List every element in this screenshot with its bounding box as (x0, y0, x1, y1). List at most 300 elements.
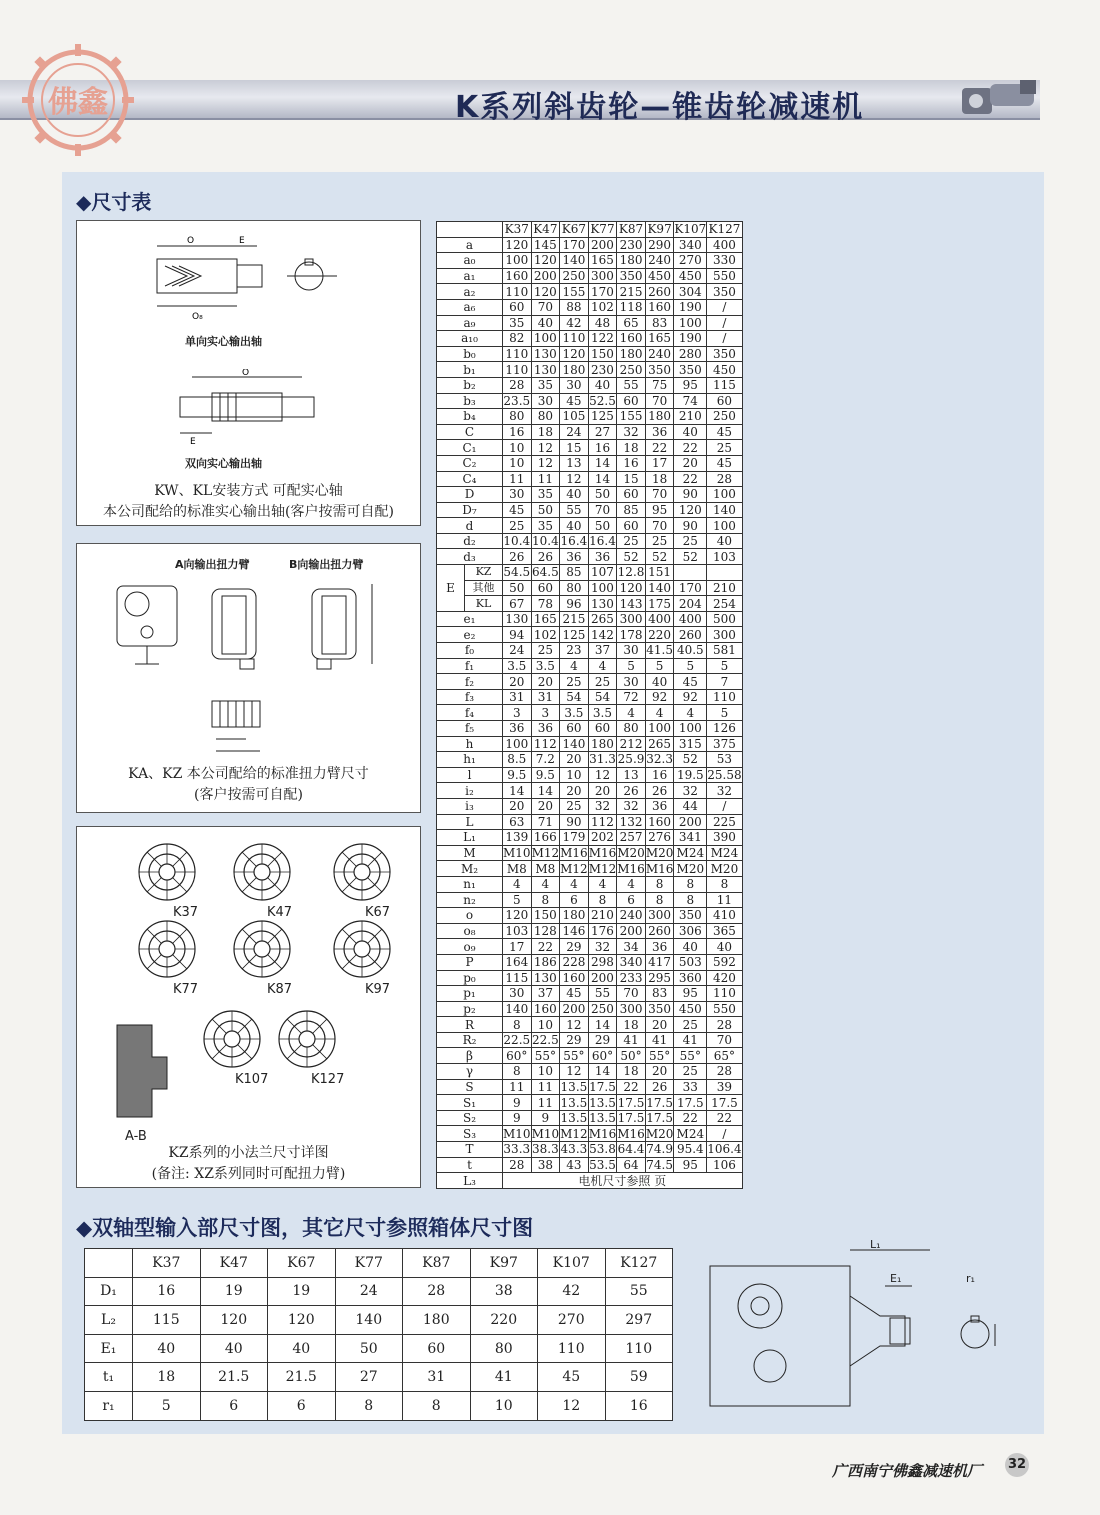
double-shaft-drawing (172, 369, 322, 449)
table-cell: 54 (560, 689, 589, 705)
table-cell: 165 (588, 253, 617, 269)
table-row (437, 1142, 743, 1158)
table-cell: 45 (560, 393, 589, 409)
single-shaft-label: 单向实心输出轴 (185, 335, 262, 348)
table-cell: M10 (503, 1126, 531, 1141)
table-row (437, 876, 743, 892)
table-row (437, 752, 743, 768)
table-cell: M16 (617, 1126, 645, 1141)
table-cell: 96 (560, 596, 589, 612)
table-cell: 420 (707, 970, 742, 986)
box2-caption-1: KA、KZ 本公司配给的标准扭力臂尺寸 (128, 766, 369, 782)
table-row (437, 783, 743, 799)
table-cell: 298 (588, 954, 617, 970)
table-cell: 45 (503, 502, 532, 518)
table-cell: 4 (674, 705, 707, 721)
table-cell: 30 (617, 643, 646, 659)
param-name: C₁ (437, 440, 503, 456)
flange-label-k47: K47 (267, 905, 293, 920)
table-cell: 110 (503, 346, 532, 362)
table-cell: 164 (503, 954, 532, 970)
table-cell: 34 (617, 939, 646, 955)
table-cell: 65° (707, 1048, 742, 1064)
table-cell: 55 (617, 377, 646, 393)
param-name: S₁ (437, 1095, 503, 1111)
table-cell: 145 (531, 237, 560, 253)
table-cell: 180 (588, 736, 617, 752)
table-cell: 250 (707, 409, 742, 425)
table-cell: 8 (674, 876, 707, 892)
small-flange-box (76, 826, 421, 1188)
table-row (437, 393, 743, 409)
table-cell: 166 (531, 830, 560, 846)
input-table-cell: 220 (470, 1306, 538, 1335)
table-cell: 19.5 (674, 767, 707, 783)
table-cell: 32 (707, 783, 742, 799)
table-cell: 28 (503, 377, 532, 393)
table-row (437, 315, 743, 331)
table-cell: 3.5 (588, 705, 617, 721)
table-cell: 41.5 (646, 643, 673, 658)
table-cell: 365 (707, 923, 742, 939)
table-cell: 350 (645, 1001, 674, 1017)
table-row (437, 721, 743, 737)
table-cell: 180 (645, 409, 674, 425)
table-cell: 20 (645, 1017, 674, 1033)
table-cell: 450 (674, 268, 707, 284)
table-cell: 210 (674, 409, 707, 425)
table-cell: 18 (617, 440, 646, 456)
table-cell: 200 (617, 923, 646, 939)
table-cell: 25 (674, 533, 707, 549)
table-cell: 122 (588, 331, 617, 347)
table-cell: 52 (674, 752, 707, 768)
input-table-cell: 110 (538, 1334, 606, 1363)
table-cell: 60 (617, 518, 646, 534)
input-param-name: t₁ (85, 1363, 133, 1392)
table-cell: 170 (674, 580, 707, 596)
input-table-cell: 16 (605, 1391, 673, 1420)
table-cell: 350 (707, 346, 742, 362)
table-cell: 126 (707, 721, 742, 737)
box1-caption-2: 本公司配给的标准实心输出轴(客户按需可自配) (103, 504, 394, 520)
table-cell: 160 (617, 331, 646, 347)
table-cell: 375 (707, 736, 742, 752)
table-cell: 130 (531, 346, 560, 362)
param-name: p₀ (437, 970, 503, 986)
table-cell: 43 (560, 1157, 589, 1173)
input-param-name: D₁ (85, 1277, 133, 1306)
table-cell: 8 (645, 892, 674, 908)
table-cell: 3 (503, 705, 532, 721)
table-cell: 14 (588, 1017, 617, 1033)
table-cell: 35 (531, 487, 560, 503)
table-cell: 95 (674, 986, 707, 1002)
table-cell: 6 (617, 892, 646, 908)
param-name: f₂ (437, 674, 503, 690)
table-cell: 3.5 (560, 705, 589, 721)
dimension-table (436, 221, 743, 1189)
param-name: p₂ (437, 1001, 503, 1017)
table-cell: 25 (707, 440, 742, 456)
table-cell: 26 (531, 549, 560, 565)
param-name: f₁ (437, 658, 503, 674)
table-cell: 8.5 (503, 752, 532, 768)
motor-reference-note: 电机尺寸参照 页 (503, 1173, 743, 1189)
flange-drawing (139, 844, 195, 900)
table-row (437, 939, 743, 955)
table-cell: 6 (560, 892, 589, 908)
table-cell: 140 (503, 1001, 532, 1017)
table-cell: 11 (503, 471, 532, 487)
param-name: b₁ (437, 362, 503, 378)
table-cell: 9 (531, 1110, 560, 1126)
table-cell: 80 (503, 409, 532, 425)
input-header-k107: K107 (538, 1249, 606, 1278)
input-table-cell: 270 (538, 1306, 606, 1335)
table-cell: 16 (503, 424, 532, 440)
table-cell: / (707, 315, 742, 331)
table-cell: 90 (560, 814, 589, 830)
table-cell: 120 (674, 502, 707, 518)
param-name: f₄ (437, 705, 503, 721)
table-cell: 82 (503, 331, 532, 347)
table-cell: 360 (674, 970, 707, 986)
param-name: T (437, 1142, 503, 1158)
table-row (437, 1064, 743, 1080)
table-cell: 7 (707, 674, 742, 690)
input-table-row (85, 1363, 673, 1392)
table-row (437, 424, 743, 440)
table-cell: 37 (588, 643, 617, 659)
table-cell: 120 (531, 284, 560, 300)
table-row (437, 284, 743, 300)
table-cell: 230 (617, 237, 646, 253)
param-name: h (437, 736, 503, 752)
table-cell: 32.3 (646, 752, 673, 767)
table-cell: 17.5 (589, 1079, 616, 1094)
table-cell: 22 (617, 1079, 646, 1095)
input-table-cell: 120 (200, 1306, 268, 1335)
table-row (437, 331, 743, 347)
table-cell: 14 (531, 783, 560, 799)
table-cell: 85 (617, 502, 646, 518)
table-cell: 50° (617, 1048, 646, 1064)
table-cell: 74 (674, 393, 707, 409)
table-cell: M20 (645, 846, 674, 861)
table-cell: 180 (560, 908, 589, 924)
input-table-cell: 55 (605, 1277, 673, 1306)
table-cell: 32 (588, 939, 617, 955)
table-cell: 13.5 (560, 1095, 588, 1110)
table-cell: 340 (674, 237, 707, 253)
table-row (437, 923, 743, 939)
param-name: a₁₀ (437, 331, 503, 347)
table-cell: 230 (588, 362, 617, 378)
table-cell: 30 (531, 393, 560, 409)
table-cell: 39 (707, 1079, 742, 1095)
table-cell: 28 (707, 1064, 742, 1080)
table-cell: 12.8 (617, 565, 645, 580)
table-cell: 8 (588, 892, 617, 908)
param-name: M₂ (437, 861, 503, 877)
flange-label-k97: K97 (365, 982, 391, 997)
table-cell: 50 (503, 580, 532, 596)
table-cell: M20 (645, 1126, 674, 1141)
table-cell: 25 (674, 1017, 707, 1033)
input-table-row (85, 1277, 673, 1306)
param-name: R (437, 1017, 503, 1033)
table-cell: 17 (645, 455, 674, 471)
table-cell: 160 (560, 970, 589, 986)
table-cell: 42 (560, 315, 589, 331)
input-table-cell: 6 (268, 1391, 336, 1420)
table-cell: 110 (707, 689, 742, 705)
table-cell: 260 (645, 284, 674, 300)
table-cell: 33.3 (503, 1142, 531, 1157)
table-row (437, 409, 743, 425)
torque-arm-box (76, 543, 421, 813)
table-cell: 22 (674, 440, 707, 456)
table-cell: 450 (674, 1001, 707, 1017)
table-cell: 41 (617, 1032, 646, 1048)
table-cell: 24 (560, 424, 589, 440)
table-cell: 88 (560, 299, 589, 315)
param-name: a₂ (437, 284, 503, 300)
param-name: d₂ (437, 533, 503, 549)
table-cell: 4 (531, 876, 560, 892)
table-cell: 13.5 (589, 1095, 616, 1110)
input-header-k77: K77 (335, 1249, 403, 1278)
table-cell: 60° (588, 1048, 617, 1064)
flange-drawing (139, 921, 195, 977)
table-cell: 100 (503, 736, 532, 752)
table-row (437, 1126, 743, 1142)
param-name: L₁ (437, 830, 503, 846)
input-table-row (85, 1306, 673, 1335)
table-cell: 9.5 (531, 767, 560, 783)
table-cell: 120 (503, 237, 532, 253)
torque-arm-bushing-drawing (202, 689, 272, 759)
param-name: D₇ (437, 502, 503, 518)
table-row (437, 705, 743, 721)
table-cell: 5 (707, 658, 742, 674)
table-cell: 25 (588, 674, 617, 690)
param-name: a₉ (437, 315, 503, 331)
param-name: h₁ (437, 752, 503, 768)
header-k87: K87 (617, 222, 646, 238)
table-cell: 410 (707, 908, 742, 924)
table-cell: 52 (617, 549, 646, 565)
table-cell: 233 (617, 970, 646, 986)
table-cell: 18 (617, 1017, 646, 1033)
table-cell (707, 565, 742, 581)
table-cell: 130 (531, 970, 560, 986)
table-cell: 160 (645, 814, 674, 830)
box3-caption-2: (备注: XZ系列同时可配扭力臂) (151, 1166, 346, 1182)
table-cell: 105 (560, 409, 589, 425)
table-cell: 120 (560, 346, 589, 362)
table-cell: 14 (588, 471, 617, 487)
table-cell: 300 (645, 908, 674, 924)
table-cell: 9 (503, 1110, 532, 1126)
table-row (437, 518, 743, 534)
input-table-cell: 19 (268, 1277, 336, 1306)
table-cell: 90 (674, 487, 707, 503)
table-cell: 70 (531, 299, 560, 315)
table-cell: 115 (707, 377, 742, 393)
table-cell: 17 (503, 939, 532, 955)
table-cell: 170 (588, 284, 617, 300)
table-cell: 27 (588, 424, 617, 440)
table-cell: 55° (531, 1048, 560, 1064)
table-cell: 40 (674, 424, 707, 440)
table-cell: M24 (707, 845, 742, 861)
table-cell: 592 (707, 954, 742, 970)
table-row (437, 611, 743, 627)
param-name: M (437, 845, 503, 861)
table-cell: 190 (674, 331, 707, 347)
table-cell: 28 (707, 1017, 742, 1033)
table-cell: 12 (560, 1064, 589, 1080)
table-cell: 20 (674, 455, 707, 471)
flange-label-k87: K87 (267, 982, 293, 997)
table-cell: 186 (531, 954, 560, 970)
input-table-cell: 80 (470, 1334, 538, 1363)
table-cell: 140 (560, 736, 589, 752)
table-cell: 60° (503, 1048, 532, 1064)
param-name: p₁ (437, 986, 503, 1002)
table-cell: 250 (617, 362, 646, 378)
table-cell: 36 (531, 721, 560, 737)
header-k37: K37 (503, 222, 532, 238)
table-cell: / (707, 299, 742, 315)
param-name: D (437, 487, 503, 503)
table-cell: 90 (674, 518, 707, 534)
table-cell: 200 (588, 970, 617, 986)
table-cell: 25.58 (707, 768, 742, 783)
input-table-cell: 21.5 (268, 1363, 336, 1392)
table-cell: 130 (588, 596, 617, 612)
table-cell: 14 (588, 455, 617, 471)
table-cell: 5 (674, 658, 707, 674)
param-name: e₂ (437, 627, 503, 643)
param-name: R₂ (437, 1032, 503, 1048)
param-name: n₂ (437, 892, 503, 908)
table-cell: 110 (503, 284, 532, 300)
table-cell: 29 (560, 939, 589, 955)
table-row (437, 986, 743, 1002)
input-table-cell: 16 (133, 1277, 201, 1306)
table-cell: M8 (503, 861, 532, 877)
table-cell: 45 (560, 986, 589, 1002)
input-table-cell: 27 (335, 1363, 403, 1392)
torque-arm-a-label: A向输出扭力臂 (175, 558, 250, 571)
table-cell: 60 (617, 487, 646, 503)
table-cell: 17.5 (617, 1095, 645, 1110)
table-cell: 450 (707, 362, 742, 378)
table-cell: 12 (560, 471, 589, 487)
table-cell: 155 (560, 284, 589, 300)
table-cell: 52.5 (589, 393, 616, 408)
table-cell: 165 (531, 611, 560, 627)
input-header-k47: K47 (200, 1249, 268, 1278)
table-cell: 110 (707, 986, 742, 1002)
input-drawing-e1-label: E₁ (890, 1272, 902, 1285)
table-cell: 80 (560, 580, 589, 596)
table-cell: M12 (560, 1126, 588, 1141)
table-cell: 228 (560, 954, 589, 970)
table-cell: 25 (503, 518, 532, 534)
table-cell: 106.4 (707, 1142, 742, 1157)
table-row (437, 1079, 743, 1095)
table-cell: 5 (617, 658, 646, 674)
param-name: C (437, 424, 503, 440)
param-e-subtype: 其他 (465, 580, 503, 596)
param-name: a₆ (437, 299, 503, 315)
table-row (437, 798, 743, 814)
table-cell: 55 (588, 986, 617, 1002)
table-cell: 67 (503, 596, 532, 612)
table-cell: M12 (560, 861, 588, 876)
table-cell: 64 (617, 1157, 646, 1173)
input-header-k37: K37 (133, 1249, 201, 1278)
table-row (437, 643, 743, 659)
table-cell: 140 (560, 253, 589, 269)
table-cell: 178 (617, 627, 646, 643)
table-row (437, 487, 743, 503)
input-table-cell: 40 (200, 1334, 268, 1363)
input-table-cell: 21.5 (200, 1363, 268, 1392)
table-cell: 160 (645, 299, 674, 315)
input-table-cell: 18 (133, 1363, 201, 1392)
table-cell: 150 (588, 346, 617, 362)
table-cell: 83 (645, 986, 674, 1002)
table-cell: 180 (560, 362, 589, 378)
table-cell: 45 (707, 455, 742, 471)
table-cell: 45 (674, 674, 707, 690)
table-cell: 50 (588, 518, 617, 534)
table-cell: 54.5 (503, 565, 531, 580)
table-row (437, 689, 743, 705)
table-cell: 350 (617, 268, 646, 284)
flange-label-k77: K77 (173, 982, 199, 997)
table-cell: 16.4 (589, 534, 616, 549)
input-table-cell: 10 (470, 1391, 538, 1420)
table-cell: 37 (531, 986, 560, 1002)
table-row (437, 1110, 743, 1126)
table-cell: 31 (503, 689, 532, 705)
flange-label-k127: K127 (311, 1072, 345, 1087)
output-shaft-box (76, 220, 421, 526)
table-cell: 130 (503, 611, 532, 627)
table-cell: 115 (503, 970, 532, 986)
table-cell: 26 (617, 783, 646, 799)
input-table-cell: 297 (605, 1306, 673, 1335)
table-row (437, 845, 743, 861)
table-cell: 16 (645, 767, 674, 783)
table-header-row (437, 222, 743, 238)
table-cell: 5 (503, 892, 532, 908)
table-cell: 140 (645, 580, 674, 596)
table-cell: 125 (588, 409, 617, 425)
input-header-k67: K67 (268, 1249, 336, 1278)
table-cell: 32 (674, 783, 707, 799)
table-cell: 31 (531, 689, 560, 705)
table-cell: 265 (588, 611, 617, 627)
table-cell: 300 (588, 268, 617, 284)
section-title-input: ◆双轴型输入部尺寸图，其它尺寸参照箱体尺寸图 (76, 1216, 534, 1240)
